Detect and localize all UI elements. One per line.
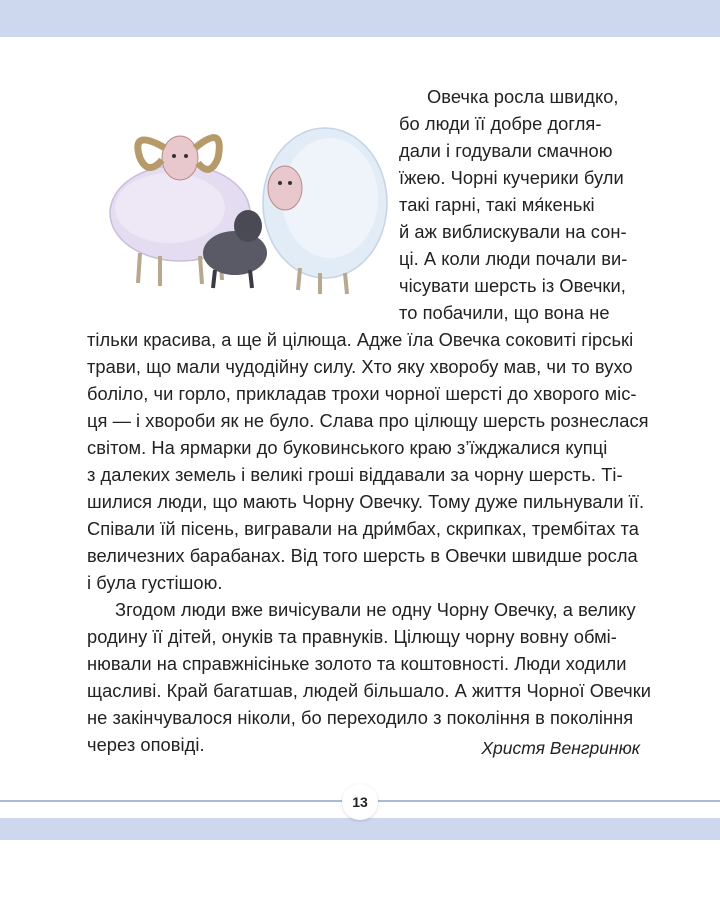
sheep-illustration — [100, 108, 390, 298]
author-signature: Христя Венгринюк — [481, 738, 640, 758]
text-line: не закінчувалося ніколи, бо переходило з покоління в покоління — [87, 707, 634, 728]
text-line: шилися люди, що мають Чорну Овечку. Тому дуже пильнували її. — [87, 491, 645, 512]
text-line: бо люди її добре догля- — [399, 113, 602, 134]
text-line: родину її дітей, онуків та правнуків. Цілющу чорну вовну обмі- — [87, 626, 617, 647]
text-line: й аж виблискували на сон- — [399, 221, 627, 242]
text-line: дали і годували смачною — [399, 140, 613, 161]
text-line: боліло, чи горло, прикладав трохи чорної шерсті до хворого міс- — [87, 383, 637, 404]
ewe-icon — [263, 128, 387, 294]
text-line: Співали їй пісень, вигравали на дри́мбах, скрипках, трембітах та — [87, 518, 639, 539]
top-band — [0, 0, 720, 37]
text-line: Згодом люди вже вичісували не одну Чорну Овечку, а велику — [115, 599, 636, 620]
text-line: такі гарні, такі мя́кенькі — [399, 194, 595, 215]
text-line: і була густішою. — [87, 572, 223, 593]
text-line: нювали на справжнісіньке золото та коштовності. Люди ходили — [87, 653, 627, 674]
text-line: чісувати шерсть із Овечки, — [399, 275, 626, 296]
text-line: через оповіді. — [87, 734, 205, 755]
text-line: трави, що мали чудодійну силу. Хто яку хворобу мав, чи то вухо — [87, 356, 633, 377]
text-line: Овечка росла швидко, — [427, 86, 619, 107]
bottom-band — [0, 818, 720, 840]
text-line: тільки красива, а ще й цілюща. Адже їла Овечка соковиті гірські — [87, 329, 634, 350]
page-number: 13 — [352, 794, 368, 810]
text-line: з далеких земель і великі гроші віддавали за чорну шерсть. Ті- — [87, 464, 623, 485]
text-line: їжею. Чорні кучерики були — [399, 167, 624, 188]
text-line: світом. На ярмарки до буковинського краю з’їжджалися купці — [87, 437, 608, 458]
text-line: щасливі. Край багатшав, людей більшало. А життя Чорної Овечки — [87, 680, 652, 701]
text-line: ці. А коли люди почали ви- — [399, 248, 628, 269]
text-line: ця — і хвороби як не було. Слава про цілющу шерсть рознеслася — [87, 410, 649, 431]
text-line: величезних барабанах. Від того шерсть в Овечки швидше росла — [87, 545, 638, 566]
text-line: то побачили, що вона не — [399, 302, 610, 323]
